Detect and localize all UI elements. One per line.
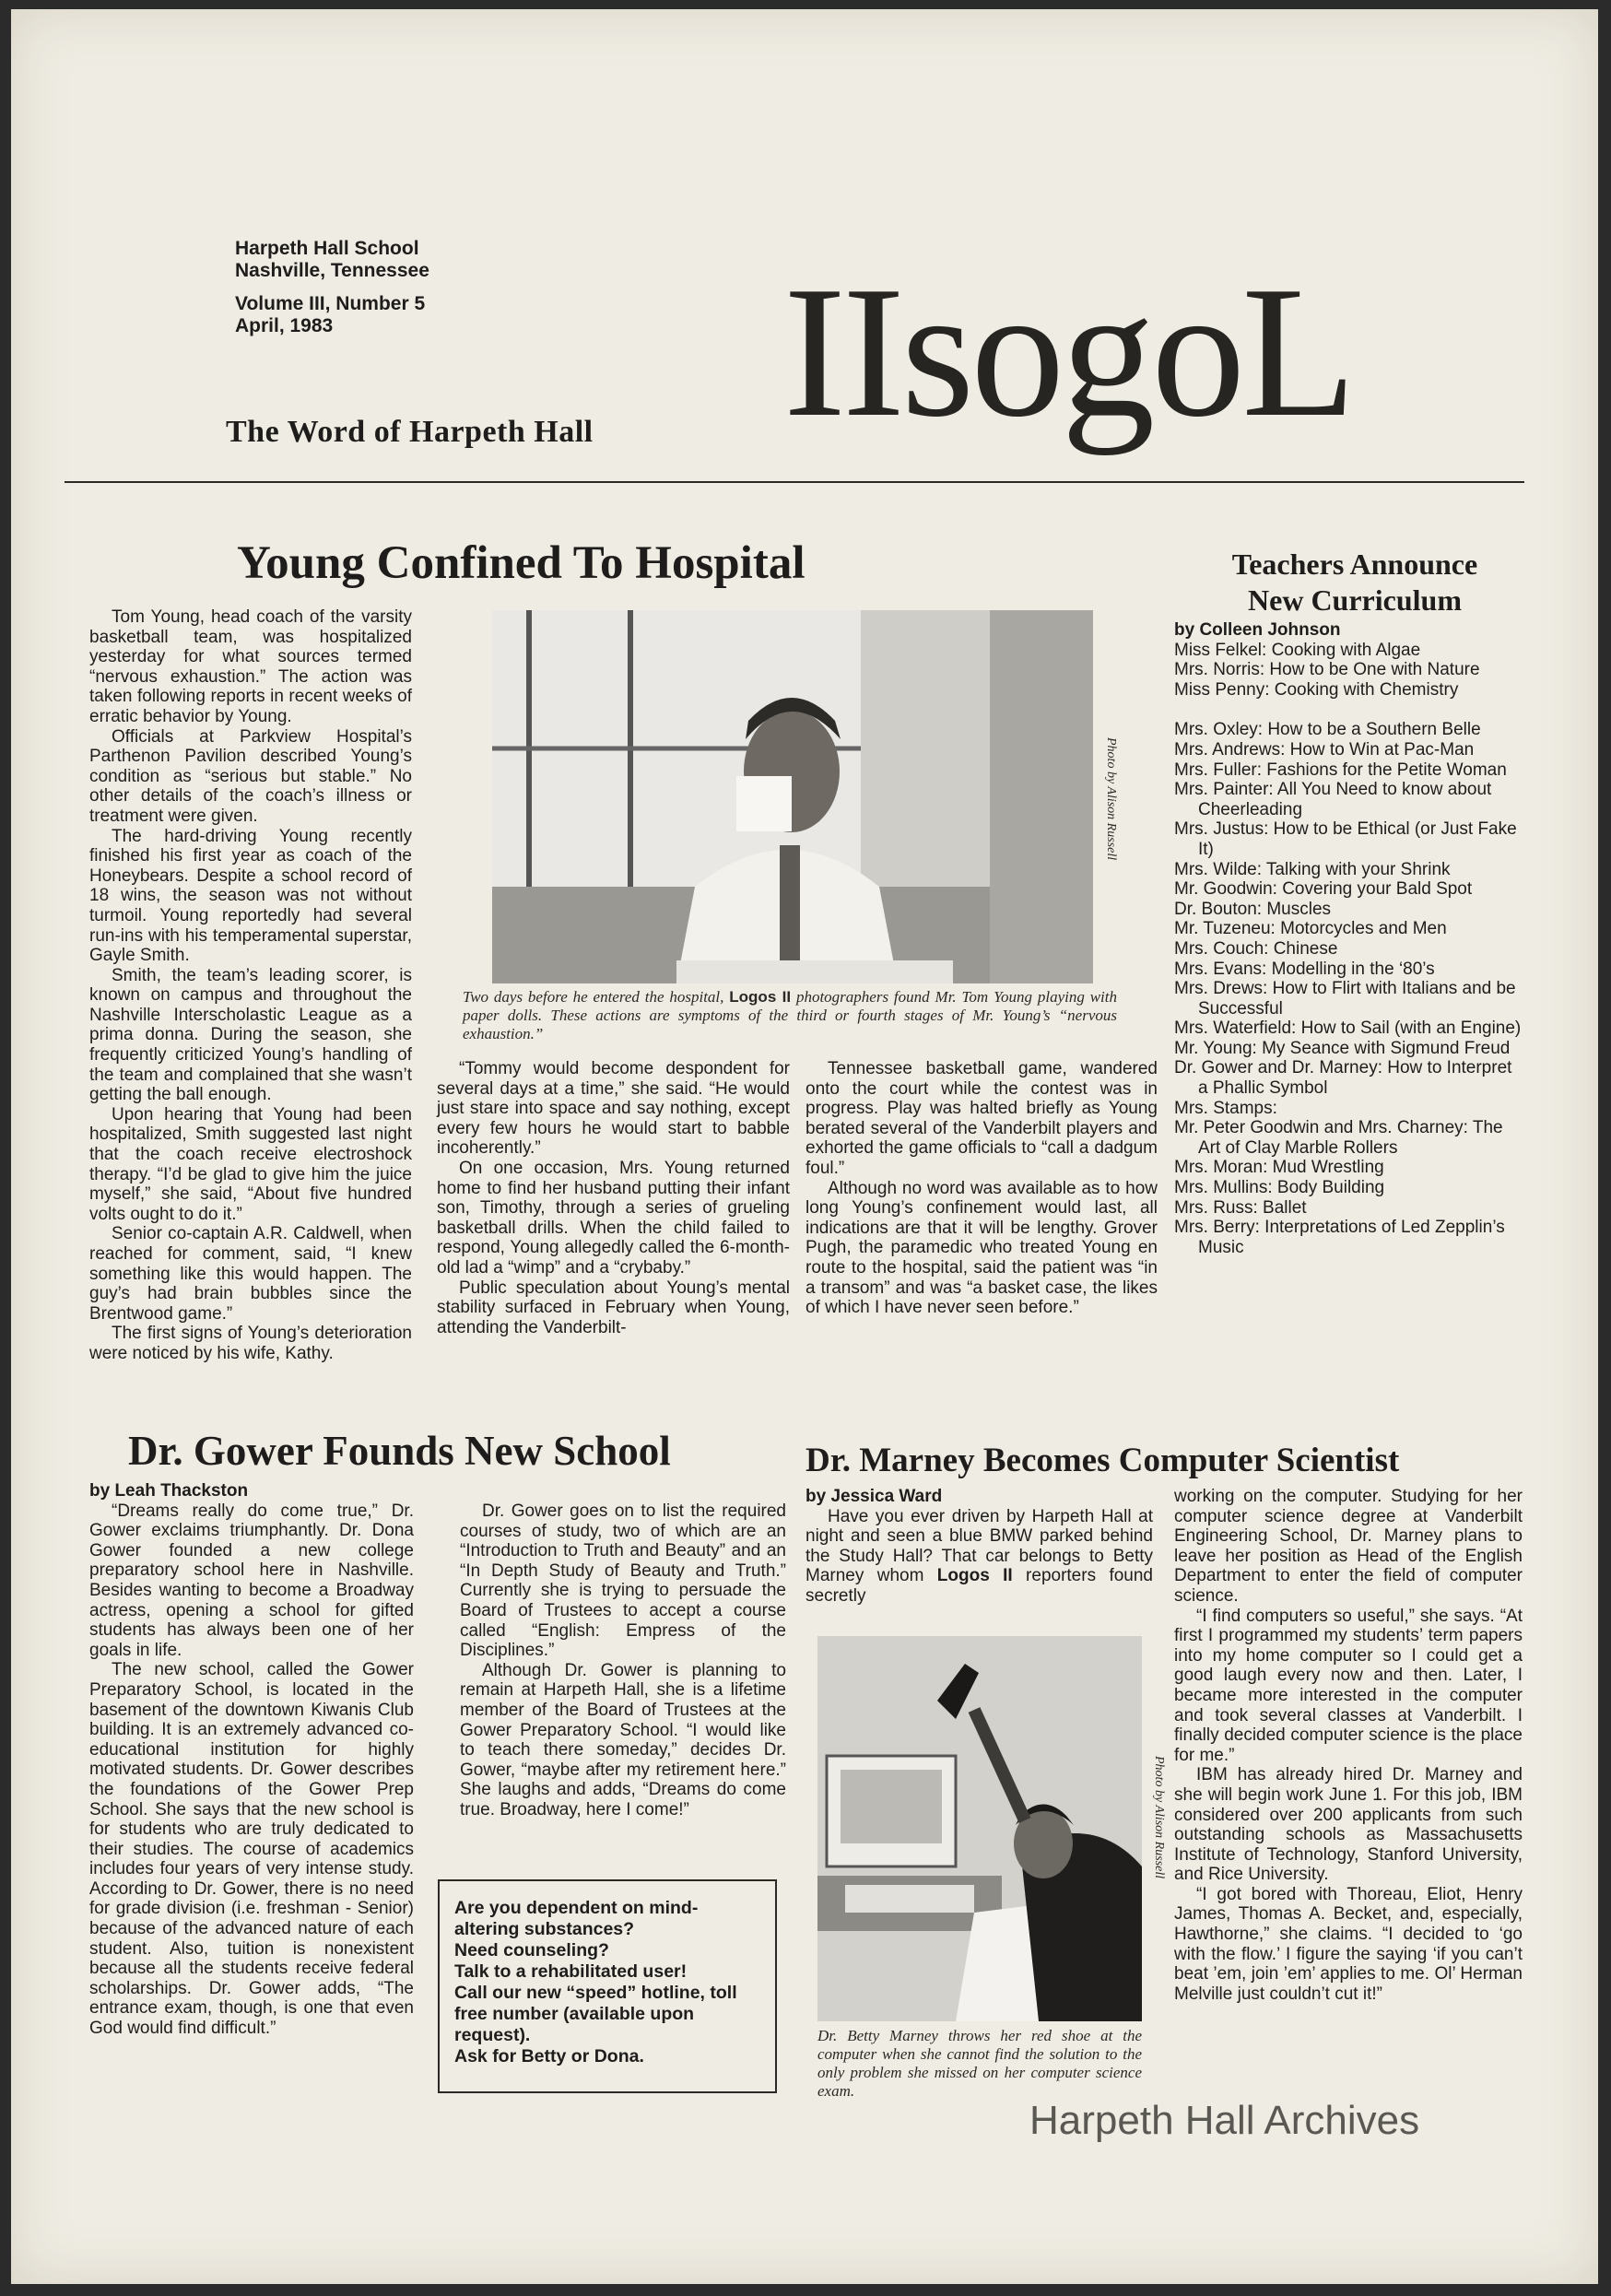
marney-column-1 (806, 1487, 1153, 1607)
young-column-3 (806, 1059, 1158, 1318)
young-column-2 (437, 1059, 790, 1337)
photo-credit-young: Photo by Alison Russell (1104, 737, 1118, 861)
volume-number: Volume III, Number 5 (235, 293, 426, 314)
paragraph: The new school, called the Gower Preparatory School, is located in the basement of the downtown Kiwanis Club building. It is an extremely advanced co-educational institution for highly motivated students. Dr. Gower describes the foundations of the Gower Prep School. She says that the new school is for students who are truly dedicated to their studies. The course of academics includes four years of very intense study. According to Dr. Gower, there is no need for grade division (i.e. freshman - Senior) because of the advanced nature of each student. Also, tuition is nonexistent because all the students receive federal scholarships. Dr. Gower adds, “The entrance exam, though, is one that even God would find difficult.” (89, 1660, 414, 2039)
masthead-info (235, 238, 429, 337)
caption-logo: Logos II (729, 988, 792, 1006)
list-item: Mr. Young: My Seance with Sigmund Freud (1174, 1038, 1511, 1058)
list-item: Miss Felkel: Cooking with Algae (1174, 640, 1421, 660)
caption-marney: Dr. Betty Marney throws her red shoe at the computer when she cannot find the solution to the only problem she missed on her computer science exam. (817, 2027, 1142, 2100)
paragraph-text: reporters found secretly (806, 1566, 1153, 1606)
headline-marney: Dr. Marney Becomes Computer Scientist (806, 1442, 1400, 1479)
list-item: Mrs. Couch: Chinese (1174, 938, 1338, 959)
ad-line: Are you dependent on mind-altering substances? (454, 1898, 699, 1939)
gower-column-2 (460, 1501, 786, 1820)
list-item: Mr. Goodwin: Covering your Bald Spot (1174, 879, 1473, 900)
paragraph: Dr. Gower goes on to list the required courses of study, two of which are an “Introduction to Truth and Beauty” and an “In Depth Study of Beauty and Truth.” Currently she is trying to persuade the Board of Trustees to accept a course called “English: Empress of the Disciplines.” (460, 1501, 786, 1661)
photo-credit-marney: Photo by Alison Russell (1152, 1756, 1166, 1879)
paragraph: Although no word was available as to how long Young’s confinement would last, all indications are that it will be lengthy. Grover Pugh, the paramedic who treated Young en route to the hospital, said the patient was “in a transom” and was “a basket case, the likes of which I have never seen before.” (806, 1178, 1158, 1318)
paragraph: “Tommy would become despondent for several days at a time,” she said. “He would just stare into space and say nothing, except every few hours he would start to babble incoherently.” (437, 1059, 790, 1159)
list-item: Mrs. Oxley: How to be a Southern Belle (1174, 720, 1481, 740)
list-item: Mrs. Russ: Ballet (1174, 1197, 1307, 1218)
list-item: Mr. Tuzeneu: Motorcycles and Men (1174, 919, 1447, 939)
headline-line: New Curriculum (1248, 583, 1462, 617)
masthead-title: IIsogoL (783, 248, 1353, 456)
byline-marney: by Jessica Ward (806, 1487, 943, 1506)
teachers-list (1174, 620, 1523, 1257)
coach-photo-illustration (492, 610, 1093, 983)
list-item: Mrs. Waterfield: How to Sail (with an Engine) (1174, 1018, 1522, 1039)
headline-teachers (1165, 547, 1545, 618)
ad-line: Need counseling? (454, 1940, 609, 1960)
list-item: Mrs. Andrews: How to Win at Pac-Man (1174, 739, 1475, 759)
paragraph: “I got bored with Thoreau, Eliot, Henry James, Thomas A. Becket, and, especially, Hawthorne,” she claims. “I decided to ‘go with the flow.’ I figure the saying ‘if you can’t beat ’em, join ’em’ applies to me. Ol’ Herman Melville just couldn’t cut it!” (1174, 1884, 1523, 2004)
paragraph-text: Have you ever driven by Harpeth Hall at night and seen a blue BMW parked behind the Study Hall? That car belongs to Betty Marney whom (806, 1506, 1153, 1586)
photo-coach-young (492, 610, 1093, 983)
paragraph: Senior co-captain A.R. Caldwell, when reached for comment, said, “I knew something like this would happen. The guy’s had brain bubbles since the Brentwood game.” (89, 1224, 412, 1324)
ad-line: Talk to a rehabilitated user! (454, 1961, 688, 1982)
byline-gower: by Leah Thackston (89, 1481, 249, 1501)
paragraph: Although Dr. Gower is planning to remain at Harpeth Hall, she is a lifetime member of the Board of Trustees at the Gower Preparatory School. “I would like to teach there someday,” decides Dr. Gower, “maybe after my retirement here.” She laughs and adds, “Dreams do come true. Broadway, here I come!” (460, 1660, 786, 1819)
list-item: Mrs. Fuller: Fashions for the Petite Woman (1174, 759, 1507, 780)
list-item: Mr. Peter Goodwin and Mrs. Charney: The Art of Clay Marble Rollers (1174, 1118, 1503, 1158)
paragraph: “I find computers so useful,” she says. “At first I programmed my students’ term papers into my home computer so I could get a good laugh every now and then. Later, I became more interested in the computer and took several classes at Vanderbilt. I finally decided computer science is the place for me.” (1174, 1606, 1523, 1765)
school-city: Nashville, Tennessee (235, 260, 429, 281)
paragraph: Tennessee basketball game, wandered onto the court while the contest was in progress. Play was halted briefly as Young berated several of the Vanderbilt players and exhorted the game officials to “call a dadgum foul.” (806, 1059, 1158, 1178)
ad-line: Ask for Betty or Dona. (454, 2046, 644, 2066)
marney-photo-illustration (817, 1636, 1142, 2021)
photo-dr-marney (817, 1636, 1142, 2021)
newspaper-page (11, 9, 1598, 2284)
paragraph: The first signs of Young’s deterioration were noticed by his wife, Kathy. (89, 1324, 412, 1363)
paragraph: Officials at Parkview Hospital’s Parthenon Pavilion described Young’s condition as “serious but stable.” No other details of the coach’s illness or treatment were given. (89, 726, 412, 826)
list-item: Mrs. Drews: How to Flirt with Italians and be Successful (1174, 979, 1516, 1018)
paragraph: On one occasion, Mrs. Young returned home to find her husband putting their infant son, Timothy, through a series of grueling basketball drills. When the child failed to respond, Young allegedly called the 6-month-old lad a “wimp” and a “crybaby.” (437, 1158, 790, 1278)
byline-teachers: by Colleen Johnson (1174, 620, 1341, 640)
paragraph: IBM has already hired Dr. Marney and she will begin work June 1. For this job, IBM considered over 200 applicants from such outstanding schools as Massachusetts Institute of Technology, Stanford University, and Rice University. (1174, 1765, 1523, 1885)
paragraph: “Dreams really do come true,” Dr. Gower exclaims triumphantly. Dr. Dona Gower founded a new college preparatory school here in Nashville. Besides wanting to become a Broadway actress, opening a school for gifted students has always been one of her goals in life. (89, 1501, 414, 1660)
paragraph: Upon hearing that Young had been hospitalized, Smith suggested last night that the coach receive electroshock therapy. “I’d be glad to give him the juice myself,” she said, “About five hundred volts ought to do it.” (89, 1104, 412, 1224)
paragraph: Tom Young, head coach of the varsity basketball team, was hospitalized yesterday for what sources termed “nervous exhaustion.” The action was taken following reports in recent weeks of erratic behavior by Young. (89, 607, 412, 726)
archives-watermark: Harpeth Hall Archives (1029, 2098, 1420, 2143)
list-item: Mrs. Evans: Modelling in the ‘80’s (1174, 959, 1435, 979)
school-name: Harpeth Hall School (235, 238, 419, 259)
list-item: Dr. Gower and Dr. Marney: How to Interpret a Phallic Symbol (1174, 1058, 1512, 1099)
paragraph: working on the computer. Studying for her computer science degree at Vanderbilt Engineering School, Dr. Marney plans to leave her position as Head of the English Department to enter the field of computer science. (1174, 1487, 1523, 1606)
list-item: Mrs. Mullins: Body Building (1174, 1178, 1385, 1198)
list-item: Mrs. Norris: How to be One with Nature (1174, 660, 1480, 680)
headline-line: Teachers Announce (1231, 548, 1478, 581)
list-item: Miss Penny: Cooking with Chemistry (1174, 679, 1459, 700)
list-item: Mrs. Justus: How to be Ethical (or Just Fake It) (1174, 819, 1517, 859)
paragraph: Smith, the team’s leading scorer, is known on campus and throughout the Nashville Interscholastic League as a prima donna. During the season, she frequently criticized Young’s handling of the team and complained that she wasn’t getting the ball enough. (89, 965, 412, 1105)
marney-column-2 (1174, 1487, 1523, 2004)
list-item: Mrs. Painter: All You Need to know about Cheerleading (1174, 780, 1492, 819)
logos-name: Logos II (936, 1566, 1013, 1586)
list-item: Mrs. Stamps: (1174, 1098, 1277, 1118)
paragraph (806, 1507, 1153, 1607)
gower-column-1 (89, 1481, 414, 2039)
list-item: Mrs. Wilde: Talking with your Shrink (1174, 859, 1451, 879)
caption-young (463, 988, 1117, 1043)
caption-text: photographers found Mr. Tom Young playing with paper dolls. These actions are symptoms of the third or fourth stages of Mr. Young’s “nervous exhaustion.” (463, 988, 1117, 1042)
list-item: Mrs. Moran: Mud Wrestling (1174, 1158, 1384, 1178)
list-item: Mrs. Berry: Interpretations of Led Zepplin’s Music (1174, 1218, 1505, 1257)
paragraph: Public speculation about Young’s mental stability surfaced in February when Young, attending the Vanderbilt- (437, 1278, 790, 1337)
young-column-1 (89, 607, 412, 1364)
masthead-tagline: The Word of Harpeth Hall (226, 415, 594, 449)
paragraph: The hard-driving Young recently finished his first year as coach of the Honeybears. Despite a school record of 18 wins, the season was not without turmoil. Young reportedly had several run-ins with his temperamental superstar, Gayle Smith. (89, 826, 412, 966)
headline-young: Young Confined To Hospital (237, 537, 806, 589)
issue-date: April, 1983 (235, 315, 334, 336)
ad-line: Call our new “speed” hotline, toll free number (available upon request). (454, 1983, 737, 2045)
caption-text: Two days before he entered the hospital, (463, 988, 730, 1006)
list-item: Dr. Bouton: Muscles (1174, 899, 1332, 919)
hotline-ad-box (438, 1879, 777, 2093)
headline-gower: Dr. Gower Founds New School (128, 1428, 671, 1474)
masthead-rule (65, 481, 1524, 483)
